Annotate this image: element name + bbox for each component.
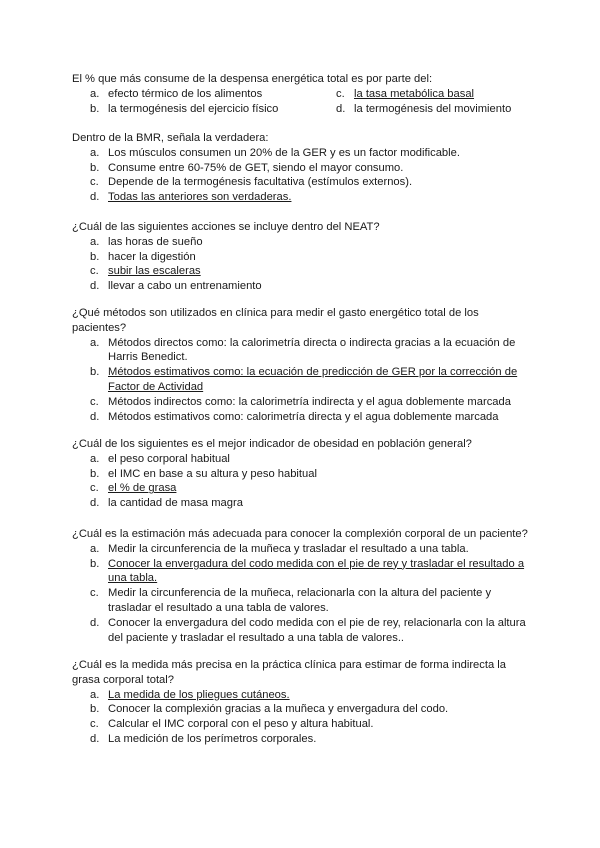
option-a: a. Los músculos consumen un 20% de la GER y es un factor modificable. <box>90 146 460 159</box>
correct-answer: Todas las anteriores son verdaderas. <box>108 191 292 204</box>
option-c: c. Depende de la termogénesis facultativa (estímulos externos). <box>90 176 413 189</box>
option-b: b. el IMC en base a su altura y peso habitual <box>90 467 317 480</box>
options-list <box>72 146 532 205</box>
correct-answer: Métodos estimativos como: la ecuación de predicción de GER por la corrección de Factor de Actividad <box>108 366 518 393</box>
option-a: a. Medir la circunferencia de la muñeca y trasladar el resultado a una tabla. <box>90 542 469 555</box>
option-a: a. Métodos directos como: la calorimetría directa o indirecta gracias a la ecuación de Harris Benedict. <box>90 336 516 364</box>
question-4 <box>72 306 532 424</box>
option-d: d. la termogénesis del movimiento <box>336 102 512 115</box>
correct-answer: Conocer la envergadura del codo medida con el pie de rey y trasladar el resultado a una tabla. <box>108 557 525 585</box>
correct-answer: la tasa metabólica basal <box>354 87 475 100</box>
option-d: d. llevar a cabo un entrenamiento <box>90 280 262 293</box>
option-a: a. La medida de los pliegues cutáneos. <box>90 688 290 701</box>
question-stem: ¿Qué métodos son utilizados en clínica para medir el gasto energético total de los pacientes? <box>72 307 479 334</box>
question-5 <box>72 437 532 511</box>
options-grid <box>72 87 532 117</box>
option-c: c. Medir la circunferencia de la muñeca, relacionarla con la altura del paciente y trasladar el resultado a una tabla de valores. <box>90 587 492 614</box>
correct-answer: el % de grasa <box>108 482 177 495</box>
question-6 <box>72 527 532 645</box>
options-list <box>72 336 532 425</box>
question-stem: ¿Cuál de los siguientes es el mejor indicador de obesidad en población general? <box>72 438 472 450</box>
option-a: a. las horas de sueño <box>90 235 203 248</box>
option-a: a. efecto térmico de los alimentos <box>90 87 263 100</box>
option-d: d. la cantidad de masa magra <box>90 497 243 510</box>
option-d: d. Todas las anteriores son verdaderas. <box>90 191 292 204</box>
option-c: c. la tasa metabólica basal <box>336 87 475 100</box>
question-stem: El % que más consume de la despensa energética total es por parte del: <box>72 73 433 85</box>
question-2 <box>72 131 532 205</box>
option-c: c. Calcular el IMC corporal con el peso y altura habitual. <box>90 718 374 731</box>
question-1 <box>72 72 532 116</box>
options-list <box>72 235 532 294</box>
option-b: b. Conocer la envergadura del codo medida con el pie de rey y trasladar el resultado a una tabla. <box>90 557 525 585</box>
question-stem: ¿Cuál es la medida más precisa en la práctica clínica para estimar de forma indirecta la grasa corporal total? <box>72 659 507 686</box>
question-stem: Dentro de la BMR, señala la verdadera: <box>72 132 269 144</box>
question-stem: ¿Cuál de las siguientes acciones se incluye dentro del NEAT? <box>72 221 380 233</box>
correct-answer: subir las escaleras <box>108 265 201 278</box>
question-3 <box>72 220 532 294</box>
option-c: c. Métodos indirectos como: la calorimetría indirecta y el agua doblemente marcada <box>90 395 511 408</box>
option-d: d. Métodos estimativos como: calorimetría directa y el agua doblemente marcada <box>90 410 499 423</box>
option-b: b. la termogénesis del ejercicio físico <box>90 102 279 115</box>
option-b: b. Métodos estimativos como: la ecuación de predicción de GER por la corrección de Factor de Actividad <box>90 366 518 393</box>
options-list <box>72 542 532 646</box>
option-d: d. La medición de los perímetros corporales. <box>90 732 317 745</box>
question-7 <box>72 658 532 747</box>
option-b: b. hacer la digestión <box>90 250 196 263</box>
options-list <box>72 452 532 511</box>
option-c: c. subir las escaleras <box>90 265 201 278</box>
option-a: a. el peso corporal habitual <box>90 452 230 465</box>
option-b: b. Consume entre 60-75% de GET, siendo el mayor consumo. <box>90 161 404 174</box>
option-d: d. Conocer la envergadura del codo medida con el pie de rey, relacionarla con la altura del paciente y trasladar el resultado a una tabla de valores.. <box>90 616 526 644</box>
question-stem: ¿Cuál es la estimación más adecuada para conocer la complexión corporal de un paciente? <box>72 528 528 540</box>
correct-answer: La medida de los pliegues cutáneos. <box>108 688 290 701</box>
option-b: b. Conocer la complexión gracias a la muñeca y envergadura del codo. <box>90 703 449 716</box>
options-list <box>72 688 532 747</box>
option-c: c. el % de grasa <box>90 482 177 495</box>
